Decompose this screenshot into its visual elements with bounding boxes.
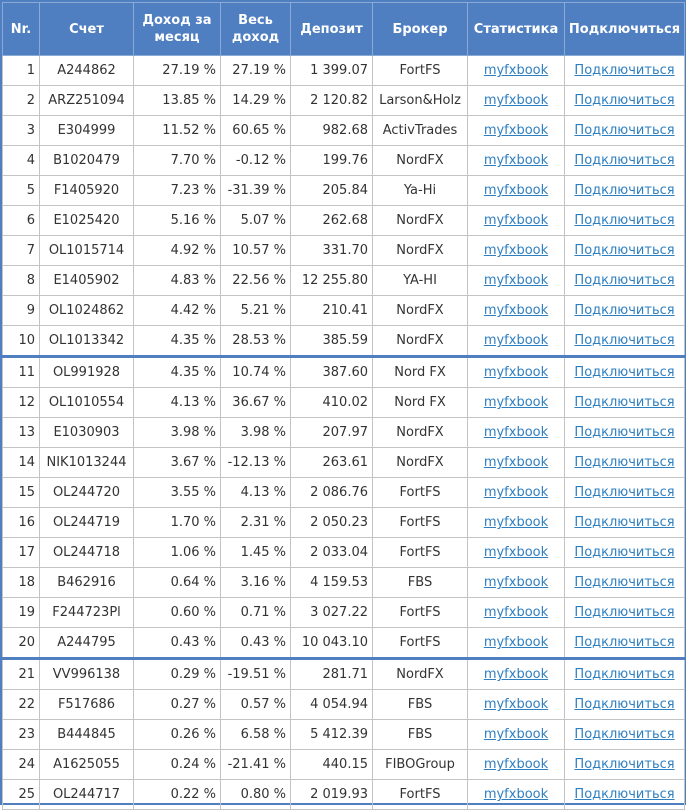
cell-connect[interactable] — [565, 659, 685, 690]
cell-stats[interactable] — [468, 86, 565, 116]
cell-deposit: 210.41 — [291, 296, 373, 326]
cell-total-income: 3.98 % — [221, 418, 291, 448]
cell-nr: 11 — [3, 357, 40, 388]
cell-total-income: 2.31 % — [221, 508, 291, 538]
cell-total-income: 27.19 % — [221, 56, 291, 86]
cell-stats[interactable] — [468, 206, 565, 236]
cell-deposit: 263.61 — [291, 448, 373, 478]
header-total-income — [221, 3, 291, 56]
cell-total-income: 5.21 % — [221, 296, 291, 326]
cell-stats[interactable] — [468, 448, 565, 478]
cell-deposit: 385.59 — [291, 326, 373, 357]
cell-connect[interactable] — [565, 628, 685, 659]
cell-stats[interactable] — [468, 720, 565, 750]
cell-month-income: 0.24 % — [134, 750, 221, 780]
myfxbook-link[interactable]: myfxbook — [483, 93, 549, 108]
cell-month-income: 27.19 % — [134, 56, 221, 86]
cell-stats[interactable] — [468, 296, 565, 326]
connect-link[interactable]: Подключиться — [574, 63, 675, 78]
cell-account: OL991928 — [40, 357, 134, 388]
cell-deposit: 982.68 — [291, 116, 373, 146]
connect-link[interactable]: Подключиться — [574, 93, 675, 108]
myfxbook-link[interactable]: myfxbook — [483, 575, 549, 590]
cell-account: VV996138 — [40, 659, 134, 690]
cell-month-income: 1.70 % — [134, 508, 221, 538]
header-deposit: Депозит — [291, 3, 373, 56]
cell-broker: NordFX — [373, 146, 468, 176]
cell-month-income: 0.27 % — [134, 690, 221, 720]
cell-account: B444845 — [40, 720, 134, 750]
header-month-income — [134, 3, 221, 56]
cell-broker: FBS — [373, 690, 468, 720]
cell-deposit: 4 054.94 — [291, 690, 373, 720]
cell-nr: 18 — [3, 568, 40, 598]
cell-broker: FortFS — [373, 628, 468, 659]
cell-account: B1020479 — [40, 146, 134, 176]
myfxbook-link[interactable]: myfxbook — [483, 365, 549, 380]
cell-month-income: 4.92 % — [134, 236, 221, 266]
cell-nr: 23 — [3, 720, 40, 750]
connect-link[interactable]: Подключиться — [574, 697, 675, 712]
table-row — [3, 628, 685, 659]
cell-deposit: 207.97 — [291, 418, 373, 448]
cell-connect[interactable] — [565, 176, 685, 206]
cell-connect[interactable] — [565, 418, 685, 448]
connect-link[interactable]: Подключиться — [574, 575, 675, 590]
cell-account: NIK1013244 — [40, 448, 134, 478]
myfxbook-link[interactable]: myfxbook — [483, 787, 549, 802]
cell-stats[interactable] — [468, 628, 565, 659]
table-row — [3, 478, 685, 508]
cell-deposit: 5 412.39 — [291, 720, 373, 750]
cell-total-income: 60.65 % — [221, 116, 291, 146]
cell-total-income: 22.56 % — [221, 266, 291, 296]
cell-broker: FortFS — [373, 598, 468, 628]
cell-connect[interactable] — [565, 478, 685, 508]
connect-link[interactable]: Подключиться — [574, 303, 675, 318]
cell-broker: FortFS — [373, 478, 468, 508]
cell-stats[interactable] — [468, 176, 565, 206]
cell-connect[interactable] — [565, 780, 685, 810]
connect-link[interactable]: Подключиться — [574, 243, 675, 258]
connect-link[interactable]: Подключиться — [574, 635, 675, 650]
cell-account: E304999 — [40, 116, 134, 146]
cell-stats[interactable] — [468, 326, 565, 357]
cell-account: F517686 — [40, 690, 134, 720]
table-row — [3, 116, 685, 146]
cell-connect[interactable] — [565, 508, 685, 538]
cell-nr: 10 — [3, 326, 40, 357]
cell-month-income: 3.55 % — [134, 478, 221, 508]
cell-stats[interactable] — [468, 236, 565, 266]
connect-link[interactable]: Подключиться — [574, 273, 675, 288]
cell-broker: NordFX — [373, 418, 468, 448]
cell-total-income: 4.13 % — [221, 478, 291, 508]
header-month-line2: месяц — [154, 30, 200, 45]
cell-account: A244795 — [40, 628, 134, 659]
table-row — [3, 388, 685, 418]
cell-deposit: 410.02 — [291, 388, 373, 418]
cell-stats[interactable] — [468, 780, 565, 810]
cell-stats[interactable] — [468, 388, 565, 418]
table-row — [3, 296, 685, 326]
cell-month-income: 0.26 % — [134, 720, 221, 750]
connect-link[interactable]: Подключиться — [574, 727, 675, 742]
cell-month-income: 0.22 % — [134, 780, 221, 810]
cell-month-income: 4.35 % — [134, 357, 221, 388]
header-connect: Подключиться — [565, 3, 685, 56]
cell-broker: NordFX — [373, 448, 468, 478]
cell-connect[interactable] — [565, 448, 685, 478]
cell-account: OL1010554 — [40, 388, 134, 418]
cell-account: ARZ251094 — [40, 86, 134, 116]
table-row — [3, 690, 685, 720]
myfxbook-link[interactable]: myfxbook — [483, 273, 549, 288]
cell-stats[interactable] — [468, 266, 565, 296]
cell-month-income: 4.35 % — [134, 326, 221, 357]
myfxbook-link[interactable]: myfxbook — [483, 667, 549, 682]
cell-month-income: 4.83 % — [134, 266, 221, 296]
cell-broker: YA-HI — [373, 266, 468, 296]
cell-broker: NordFX — [373, 326, 468, 357]
table-row — [3, 720, 685, 750]
cell-deposit: 2 086.76 — [291, 478, 373, 508]
table-row — [3, 357, 685, 388]
cell-account: B462916 — [40, 568, 134, 598]
cell-account: E1030903 — [40, 418, 134, 448]
cell-connect[interactable] — [565, 538, 685, 568]
connect-link[interactable]: Подключиться — [574, 515, 675, 530]
table-row — [3, 206, 685, 236]
cell-total-income: 28.53 % — [221, 326, 291, 357]
cell-deposit: 2 050.23 — [291, 508, 373, 538]
cell-account: OL1013342 — [40, 326, 134, 357]
cell-stats[interactable] — [468, 690, 565, 720]
cell-month-income: 0.29 % — [134, 659, 221, 690]
cell-total-income: 5.07 % — [221, 206, 291, 236]
cell-deposit: 440.15 — [291, 750, 373, 780]
cell-connect[interactable] — [565, 206, 685, 236]
myfxbook-link[interactable]: myfxbook — [483, 183, 549, 198]
cell-broker: NordFX — [373, 659, 468, 690]
table-row — [3, 780, 685, 810]
cell-stats[interactable] — [468, 56, 565, 86]
cell-connect[interactable] — [565, 690, 685, 720]
cell-nr: 15 — [3, 478, 40, 508]
cell-account: OL244719 — [40, 508, 134, 538]
cell-nr: 19 — [3, 598, 40, 628]
cell-account: A1625055 — [40, 750, 134, 780]
cell-deposit: 4 159.53 — [291, 568, 373, 598]
cell-broker: ActivTrades — [373, 116, 468, 146]
header-stats: Статистика — [468, 3, 565, 56]
cell-account: A244862 — [40, 56, 134, 86]
cell-total-income: 36.67 % — [221, 388, 291, 418]
cell-account: F1405920 — [40, 176, 134, 206]
cell-nr: 24 — [3, 750, 40, 780]
cell-deposit: 10 043.10 — [291, 628, 373, 659]
cell-stats[interactable] — [468, 568, 565, 598]
table-row — [3, 659, 685, 690]
cell-broker: FortFS — [373, 56, 468, 86]
myfxbook-link[interactable]: myfxbook — [483, 303, 549, 318]
cell-total-income: -12.13 % — [221, 448, 291, 478]
myfxbook-link[interactable]: myfxbook — [483, 485, 549, 500]
cell-deposit: 262.68 — [291, 206, 373, 236]
myfxbook-link[interactable]: myfxbook — [483, 63, 549, 78]
connect-link[interactable]: Подключиться — [574, 213, 675, 228]
cell-account: OL244720 — [40, 478, 134, 508]
myfxbook-link[interactable]: myfxbook — [483, 213, 549, 228]
cell-nr: 7 — [3, 236, 40, 266]
cell-connect[interactable] — [565, 598, 685, 628]
cell-month-income: 11.52 % — [134, 116, 221, 146]
cell-broker: NordFX — [373, 236, 468, 266]
cell-total-income: 14.29 % — [221, 86, 291, 116]
cell-connect[interactable] — [565, 86, 685, 116]
cell-deposit: 199.76 — [291, 146, 373, 176]
cell-connect[interactable] — [565, 146, 685, 176]
cell-broker: NordFX — [373, 206, 468, 236]
connect-link[interactable]: Подключиться — [574, 395, 675, 410]
cell-total-income: 3.16 % — [221, 568, 291, 598]
cell-account: OL1015714 — [40, 236, 134, 266]
cell-nr: 6 — [3, 206, 40, 236]
cell-nr: 9 — [3, 296, 40, 326]
cell-connect[interactable] — [565, 296, 685, 326]
cell-deposit: 2 120.82 — [291, 86, 373, 116]
header-total-line2: доход — [231, 30, 280, 45]
cell-month-income: 0.64 % — [134, 568, 221, 598]
header-month-line1: Доход за — [142, 13, 212, 28]
connect-link[interactable]: Подключиться — [574, 605, 675, 620]
myfxbook-link[interactable]: myfxbook — [483, 515, 549, 530]
cell-month-income: 3.67 % — [134, 448, 221, 478]
cell-broker: FortFS — [373, 538, 468, 568]
cell-stats[interactable] — [468, 750, 565, 780]
cell-stats[interactable] — [468, 508, 565, 538]
cell-total-income: -21.41 % — [221, 750, 291, 780]
myfxbook-link[interactable]: myfxbook — [483, 545, 549, 560]
cell-total-income: 0.43 % — [221, 628, 291, 659]
cell-nr: 14 — [3, 448, 40, 478]
cell-connect[interactable] — [565, 357, 685, 388]
cell-broker: Nord FX — [373, 388, 468, 418]
connect-link[interactable]: Подключиться — [574, 183, 675, 198]
cell-account: OL244718 — [40, 538, 134, 568]
cell-month-income: 1.06 % — [134, 538, 221, 568]
connect-link[interactable]: Подключиться — [574, 545, 675, 560]
cell-connect[interactable] — [565, 720, 685, 750]
table-row — [3, 508, 685, 538]
cell-connect[interactable] — [565, 116, 685, 146]
cell-broker: FIBOGroup — [373, 750, 468, 780]
cell-nr: 5 — [3, 176, 40, 206]
myfxbook-link[interactable]: myfxbook — [483, 153, 549, 168]
cell-nr: 8 — [3, 266, 40, 296]
cell-broker: FortFS — [373, 780, 468, 810]
cell-month-income: 4.13 % — [134, 388, 221, 418]
cell-total-income: 10.74 % — [221, 357, 291, 388]
cell-stats[interactable] — [468, 418, 565, 448]
cell-broker: Ya-Hi — [373, 176, 468, 206]
myfxbook-link[interactable]: myfxbook — [483, 757, 549, 772]
header-broker: Брокер — [373, 3, 468, 56]
cell-month-income: 5.16 % — [134, 206, 221, 236]
connect-link[interactable]: Подключиться — [574, 333, 675, 348]
cell-nr: 3 — [3, 116, 40, 146]
cell-deposit: 387.60 — [291, 357, 373, 388]
cell-account: OL244717 — [40, 780, 134, 810]
cell-stats[interactable] — [468, 116, 565, 146]
table-row — [3, 56, 685, 86]
cell-stats[interactable] — [468, 598, 565, 628]
cell-nr: 16 — [3, 508, 40, 538]
cell-total-income: -0.12 % — [221, 146, 291, 176]
myfxbook-link[interactable]: myfxbook — [483, 243, 549, 258]
table-row — [3, 538, 685, 568]
cell-month-income: 7.23 % — [134, 176, 221, 206]
connect-link[interactable]: Подключиться — [574, 455, 675, 470]
cell-connect[interactable] — [565, 750, 685, 780]
table-header-row — [3, 3, 685, 56]
cell-nr: 25 — [3, 780, 40, 810]
table-row — [3, 418, 685, 448]
connect-link[interactable]: Подключиться — [574, 667, 675, 682]
header-nr: Nr. — [3, 3, 40, 56]
cell-nr: 1 — [3, 56, 40, 86]
connect-link[interactable]: Подключиться — [574, 757, 675, 772]
table-row — [3, 448, 685, 478]
myfxbook-link[interactable]: myfxbook — [483, 333, 549, 348]
cell-connect[interactable] — [565, 236, 685, 266]
cell-total-income: 0.57 % — [221, 690, 291, 720]
cell-nr: 13 — [3, 418, 40, 448]
cell-stats[interactable] — [468, 478, 565, 508]
cell-nr: 21 — [3, 659, 40, 690]
cell-connect[interactable] — [565, 388, 685, 418]
cell-total-income: 0.80 % — [221, 780, 291, 810]
connect-link[interactable]: Подключиться — [574, 123, 675, 138]
cell-connect[interactable] — [565, 266, 685, 296]
cell-broker: Nord FX — [373, 357, 468, 388]
table-row — [3, 236, 685, 266]
cell-total-income: 6.58 % — [221, 720, 291, 750]
myfxbook-link[interactable]: myfxbook — [483, 605, 549, 620]
cell-broker: FBS — [373, 568, 468, 598]
cell-total-income: 0.71 % — [221, 598, 291, 628]
cell-broker: NordFX — [373, 296, 468, 326]
cell-deposit: 3 027.22 — [291, 598, 373, 628]
cell-broker: Larson&Holz — [373, 86, 468, 116]
cell-account: OL1024862 — [40, 296, 134, 326]
cell-deposit: 205.84 — [291, 176, 373, 206]
cell-month-income: 0.43 % — [134, 628, 221, 659]
cell-total-income: -19.51 % — [221, 659, 291, 690]
cell-deposit: 281.71 — [291, 659, 373, 690]
table-row — [3, 176, 685, 206]
cell-account: F244723Pl — [40, 598, 134, 628]
cell-stats[interactable] — [468, 659, 565, 690]
header-account: Счет — [40, 3, 134, 56]
cell-month-income: 4.42 % — [134, 296, 221, 326]
cell-connect[interactable] — [565, 56, 685, 86]
table-row — [3, 750, 685, 780]
cell-stats[interactable] — [468, 146, 565, 176]
connect-link[interactable]: Подключиться — [574, 365, 675, 380]
myfxbook-link[interactable]: myfxbook — [483, 395, 549, 410]
myfxbook-link[interactable]: myfxbook — [483, 455, 549, 470]
connect-link[interactable]: Подключиться — [574, 153, 675, 168]
cell-total-income: 1.45 % — [221, 538, 291, 568]
cell-month-income: 13.85 % — [134, 86, 221, 116]
cell-month-income: 3.98 % — [134, 418, 221, 448]
cell-total-income: -31.39 % — [221, 176, 291, 206]
cell-stats[interactable] — [468, 357, 565, 388]
cell-deposit: 12 255.80 — [291, 266, 373, 296]
cell-nr: 20 — [3, 628, 40, 659]
table-row — [3, 568, 685, 598]
cell-nr: 4 — [3, 146, 40, 176]
cell-nr: 17 — [3, 538, 40, 568]
connect-link[interactable]: Подключиться — [574, 485, 675, 500]
cell-account: E1025420 — [40, 206, 134, 236]
accounts-rating-table — [2, 2, 685, 810]
cell-month-income: 0.60 % — [134, 598, 221, 628]
table-row — [3, 86, 685, 116]
cell-nr: 2 — [3, 86, 40, 116]
cell-deposit: 2 033.04 — [291, 538, 373, 568]
connect-link[interactable]: Подключиться — [574, 787, 675, 802]
table-row — [3, 266, 685, 296]
cell-broker: FortFS — [373, 508, 468, 538]
table-row — [3, 146, 685, 176]
connect-link[interactable]: Подключиться — [574, 425, 675, 440]
cell-account: E1405902 — [40, 266, 134, 296]
cell-deposit: 2 019.93 — [291, 780, 373, 810]
cell-connect[interactable] — [565, 568, 685, 598]
table-row — [3, 598, 685, 628]
header-total-line1: Весь — [238, 13, 273, 28]
myfxbook-link[interactable]: myfxbook — [483, 425, 549, 440]
cell-deposit: 1 399.07 — [291, 56, 373, 86]
cell-deposit: 331.70 — [291, 236, 373, 266]
myfxbook-link[interactable]: myfxbook — [483, 727, 549, 742]
myfxbook-link[interactable]: myfxbook — [483, 123, 549, 138]
table-row — [3, 326, 685, 357]
cell-nr: 22 — [3, 690, 40, 720]
cell-broker: FBS — [373, 720, 468, 750]
cell-nr: 12 — [3, 388, 40, 418]
cell-stats[interactable] — [468, 538, 565, 568]
cell-connect[interactable] — [565, 326, 685, 357]
myfxbook-link[interactable]: myfxbook — [483, 697, 549, 712]
myfxbook-link[interactable]: myfxbook — [483, 635, 549, 650]
cell-month-income: 7.70 % — [134, 146, 221, 176]
cell-total-income: 10.57 % — [221, 236, 291, 266]
